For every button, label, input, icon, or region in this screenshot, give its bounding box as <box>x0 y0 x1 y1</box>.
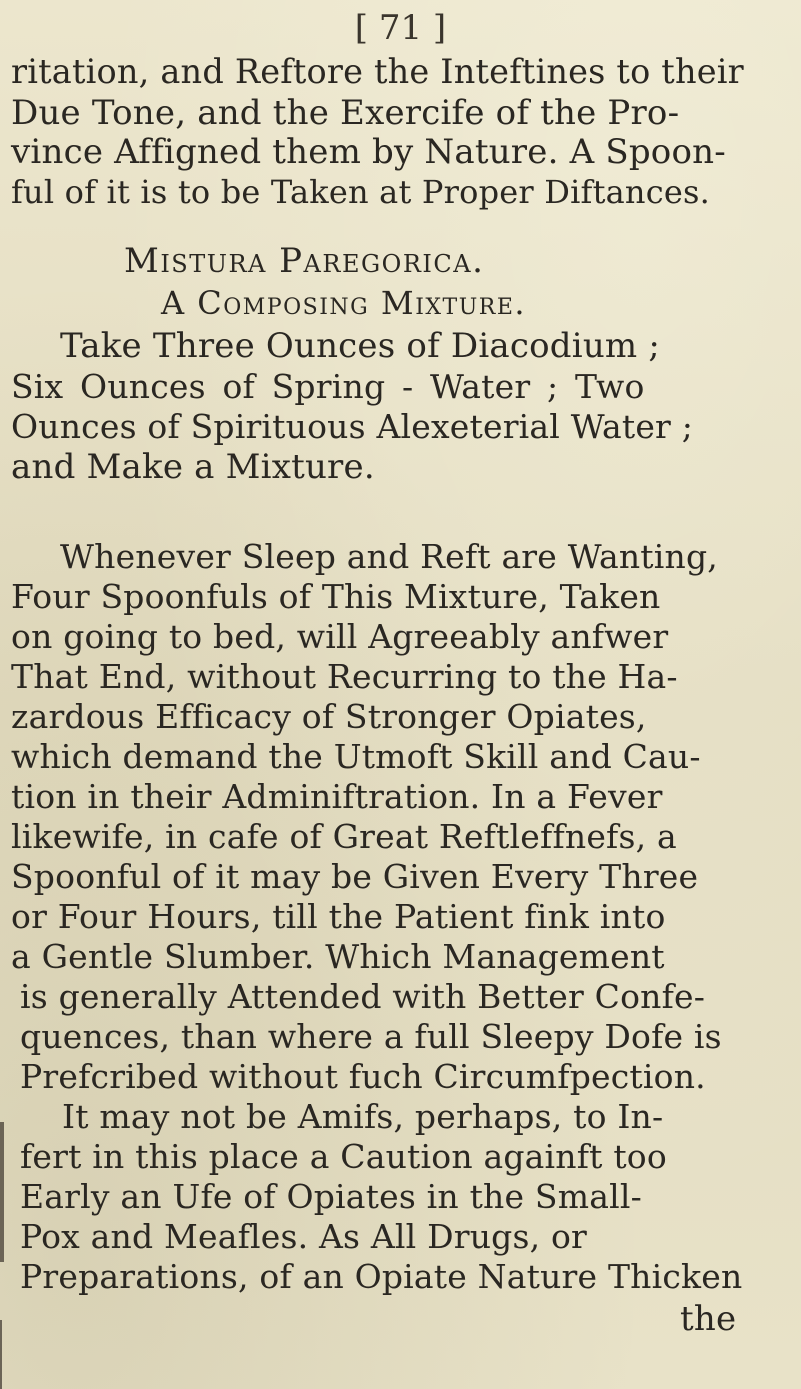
text-line: Due Tone, and the Exercife of the Pro- <box>11 93 680 133</box>
text-line: vince Affigned them by Nature. A Spoon- <box>11 132 726 172</box>
page-number: [ 71 ] <box>354 8 447 48</box>
text-line: Early an Ufe of Opiates in the Small- <box>20 1177 642 1216</box>
text-line: ritation, and Reftore the Inteftines to their <box>11 52 744 91</box>
text-line: That End, without Recurring to the Ha- <box>11 657 678 696</box>
text-line: Spoonful of it may be Given Every Three <box>11 857 699 896</box>
text-line: fert in this place a Caution againft too <box>20 1137 667 1176</box>
text-line: Preparations, of an Opiate Nature Thicken <box>20 1257 743 1296</box>
catchword: the <box>680 1299 737 1339</box>
text-line: It may not be Amifs, perhaps, to In- <box>62 1097 664 1136</box>
page-edge-shadow <box>0 1122 4 1262</box>
text-line: a Gentle Slumber. Which Management <box>11 937 665 976</box>
text-line: likewife, in cafe of Great Reftleffnefs, a <box>11 817 677 856</box>
text-line: Pox and Meafles. As All Drugs, or <box>20 1217 588 1256</box>
text-line: is generally Attended with Better Confe- <box>20 977 706 1016</box>
recipe-title: Mistura Paregorica. <box>124 241 485 281</box>
text-line: which demand the Utmoft Skill and Cau- <box>11 737 701 776</box>
text-line: quences, than where a full Sleepy Dofe is <box>20 1017 722 1056</box>
text-line: tion in their Adminiftration. In a Fever <box>11 777 663 816</box>
text-line: Whenever Sleep and Reft are Wanting, <box>60 537 718 576</box>
page-edge-shadow <box>0 1320 2 1389</box>
text-line: Four Spoonfuls of This Mixture, Taken <box>11 577 661 616</box>
text-line: ful of it is to be Taken at Proper Diftances. <box>11 173 710 211</box>
text-line: or Four Hours, till the Patient fink into <box>11 897 666 936</box>
recipe-subtitle: A Composing Mixture. <box>161 284 527 322</box>
text-line: on going to bed, will Agreeably anfwer <box>11 617 669 656</box>
text-line: Prefcribed without fuch Circumfpection. <box>20 1057 706 1096</box>
text-line: Take Three Ounces of Diacodium ; <box>60 326 661 366</box>
text-line: and Make a Mixture. <box>11 447 375 487</box>
text-line: zardous Efficacy of Stronger Opiates, <box>11 697 647 736</box>
text-line: Six Ounces of Spring - Water ; Two <box>11 367 645 406</box>
text-line: Ounces of Spirituous Alexeterial Water ; <box>11 407 694 446</box>
